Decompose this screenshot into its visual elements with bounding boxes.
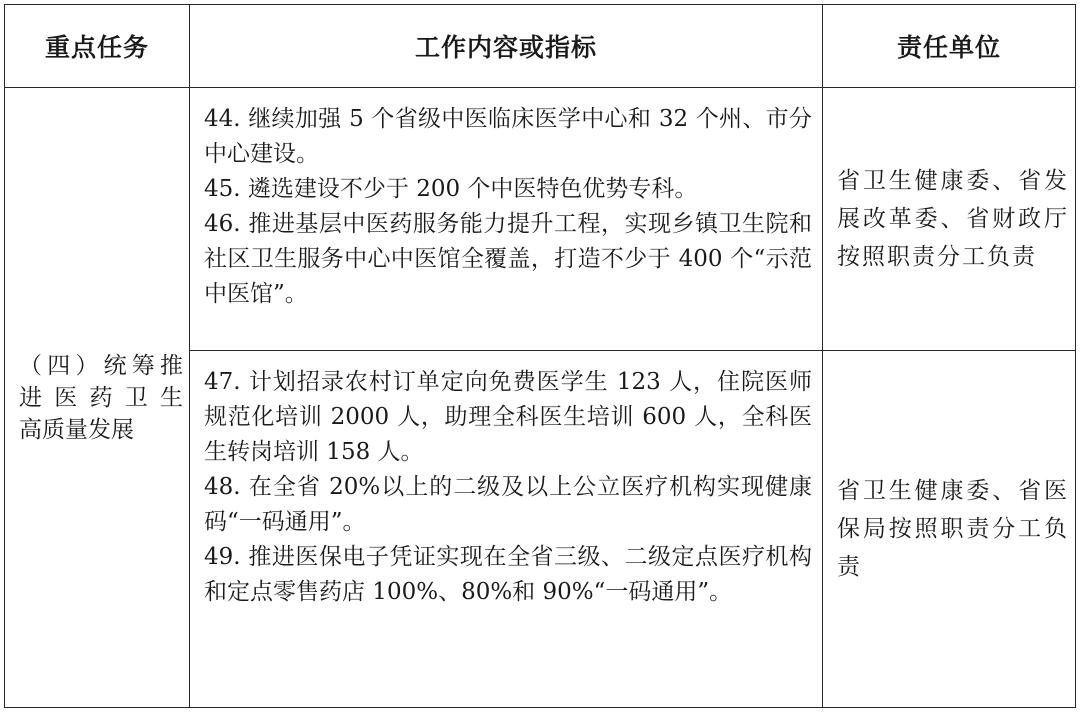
work-item: 48. 在全省 20%以上的二级及以上公立医疗机构实现健康码“一码通用”。 — [204, 474, 812, 535]
responsible-unit-text: 省卫生健康委、省医保局按照职责分工负责 — [837, 478, 1069, 580]
task-label — [19, 350, 183, 446]
responsible-unit-cell — [823, 351, 1075, 707]
work-item: 47. 计划招录农村订单定向免费医学生 123 人，住院医师规范化培训 2000 人，助理全科医生培训 600 人，全科医生转岗培训 158 人。 — [204, 369, 812, 465]
responsible-unit-text: 省卫生健康委、省发展改革委、省财政厅按照职责分工负责 — [837, 168, 1069, 270]
header-work-content: 工作内容或指标 — [414, 33, 597, 62]
header-key-task: 重点任务 — [44, 33, 149, 62]
header-responsible-unit: 责任单位 — [896, 33, 1001, 62]
task-table — [4, 4, 1076, 708]
work-item: 44. 继续加强 5 个省级中医临床医学中心和 32 个州、市分中心建设。 — [204, 106, 812, 167]
task-line: 高质量发展 — [19, 416, 134, 443]
work-content-cell — [190, 351, 822, 707]
task-cell — [5, 88, 189, 707]
work-content-cell — [190, 88, 822, 350]
work-item: 46. 推进基层中医药服务能力提升工程，实现乡镇卫生院和社区卫生服务中心中医馆全覆盖，打造不少于 400 个“示范中医馆”。 — [204, 211, 812, 307]
work-item: 45. 遴选建设不少于 200 个中医特色优势专科。 — [204, 176, 698, 202]
work-item: 49. 推进医保电子凭证实现在全省三级、二级定点医疗机构和定点零售药店 100%、80%和 90%“一码通用”。 — [204, 544, 812, 605]
task-line: （四）统筹推 — [19, 352, 183, 379]
responsible-unit-cell — [823, 88, 1075, 350]
task-line: 进医药卫生 — [19, 384, 183, 411]
